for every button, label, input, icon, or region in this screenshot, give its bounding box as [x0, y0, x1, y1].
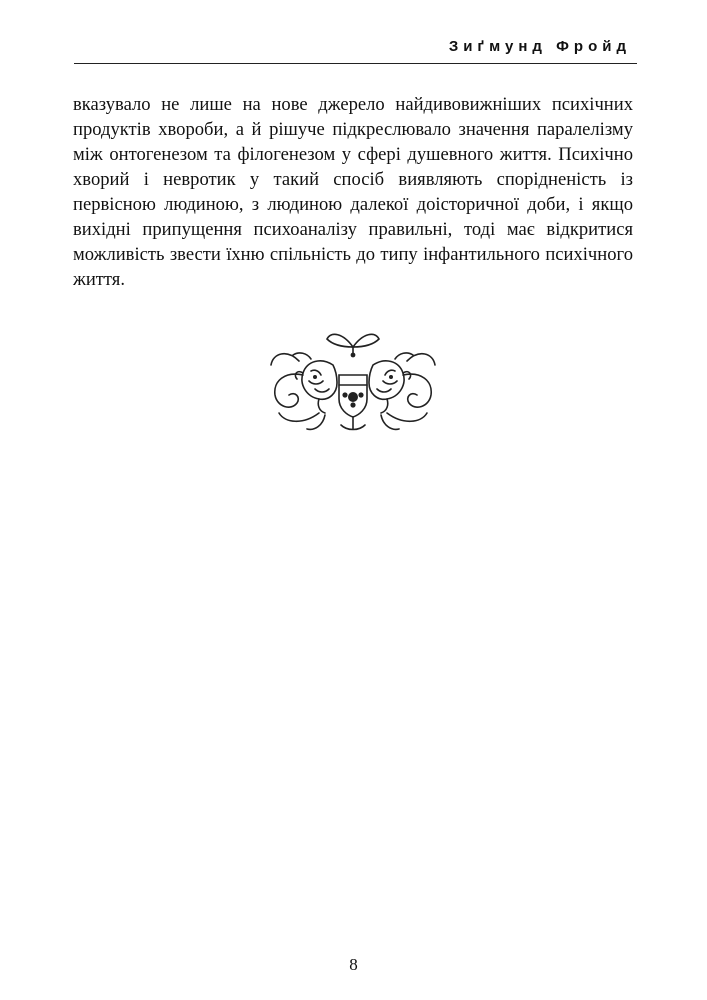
body-paragraph: вказувало не лише на нове джерело найдивовижніших психічних продуктів хвороби, а й рішуче підкреслювало значення паралелізму між онтогенезом та філогенезом у сфері душевного життя. Психічно хворий і невротик у такий спосіб виявляють спорідненість із первісною людиною, з людиною далекої доісторичної доби, і якщо вихідні припущення психоаналізу правильні, тоді має відкритися можливість звести їхню спільність до типу інфантильного психічного життя.	[73, 94, 633, 290]
running-head: Зиґмунд Фройд	[448, 38, 631, 55]
header-rule	[74, 63, 637, 64]
page-number: 8	[349, 955, 358, 974]
heraldic-vignette-icon	[263, 325, 443, 437]
